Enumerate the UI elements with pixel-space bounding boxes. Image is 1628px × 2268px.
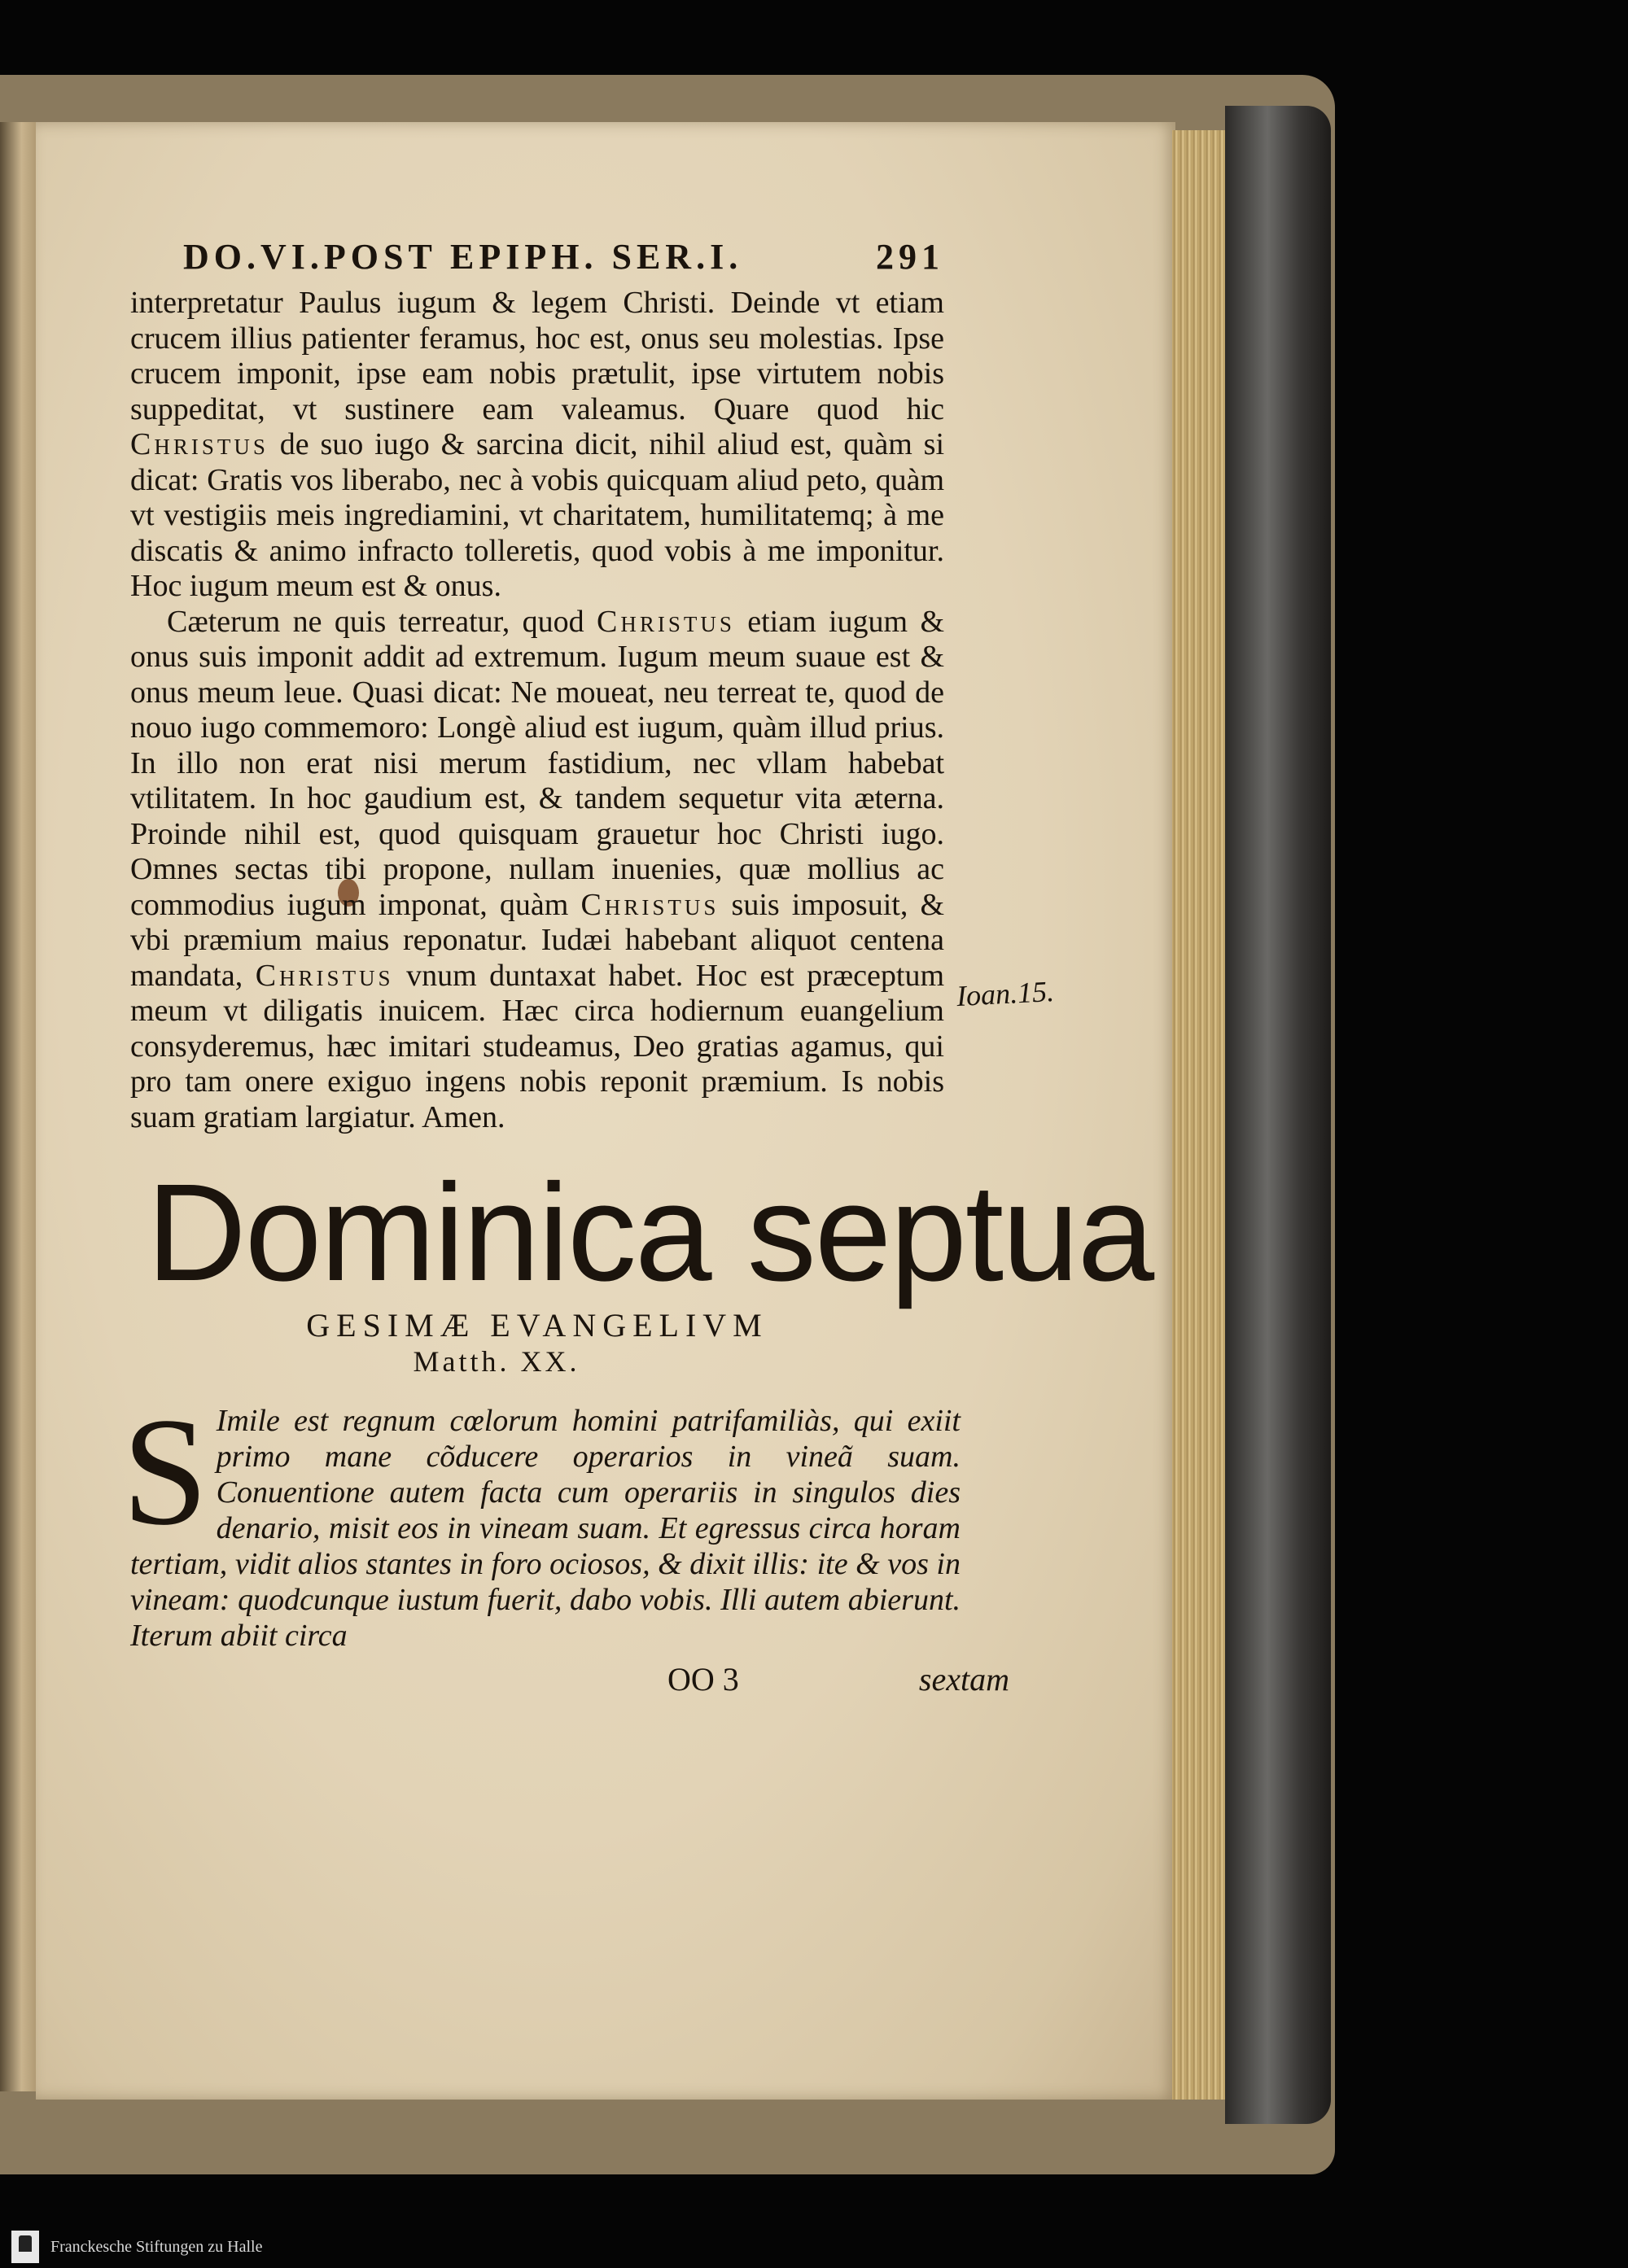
section-subtitle: GESIMÆ EVANGELIVM (306, 1307, 768, 1344)
book-cover-edge (1225, 106, 1331, 2124)
sermon-text: de suo iugo & sarcina dicit, nihil aliud est, quàm si dicat: Gratis vos liberabo, nec à vobis quicquam aliud peto, quàm vt vestigiis meis ingrediamini, vt charitatem, humilitatemq; à me discatis & animo infracto tolleretis, quod vobis à me imponitur. Hoc iugum meum est & onus. (130, 427, 945, 603)
christus-name: Christus (130, 427, 269, 461)
gospel-text: Imile est regnum cœlorum homini patrifamiliàs, qui exiit primo mane cõducere operarios in vineã suam. Conuentione autem facta cum operariis in singulos dies denario, misit eos in vineam suam. Et egressus circa horam tertiam, vidit alios stantes in foro ociosos, & dixit illis: ite & vos in vineam: quodcunque iustum fuerit, dabo vobis. Illi autem abierunt. Iterum abiit circa (130, 1404, 961, 1653)
sermon-text: vnum duntaxat habet. Hoc est præceptum meum vt diligatis inuicem. Hæc circa hodiernum euangelium consyderemus, hæc imitari studeamus, Deo gratias agamus, qui pro tam onere exiguo ingens nobis reponit præmium. Is nobis suam gratiam largiatur. Amen. (130, 958, 945, 1134)
sermon-text: interpretatur Paulus iugum & legem Christi. Deinde vt etiam crucem illius patienter feramus, hoc est, onus seu molestias. Ipse crucem imponit, ipse eam nobis prætulit, ipse virtutem nobis suppeditat, vt sustinere eam valeamus. Quare quod hic (130, 286, 944, 426)
page-number: 291 (876, 237, 944, 277)
page-footer (667, 1660, 1009, 1698)
christus-name: Christus (255, 958, 394, 993)
institution-name: Franckesche Stiftungen zu Halle (50, 2237, 263, 2256)
institution-bar (0, 2226, 1628, 2268)
marginal-note: Ioan.15. (956, 974, 1055, 1013)
institution-logo-icon (11, 2231, 39, 2263)
running-title: DO.VI.POST EPIPH. SER.I. (183, 237, 743, 277)
sermon-text: Cæterum ne quis terreatur, quod (167, 604, 584, 639)
christus-name: Christus (596, 604, 735, 639)
catchword: sextam (918, 1661, 1009, 1698)
signature-mark: OO 3 (667, 1661, 739, 1698)
section-reference: Matth. XX. (413, 1345, 580, 1378)
page-edges (1172, 130, 1229, 2100)
drop-cap: S (122, 1387, 208, 1558)
facing-page-edge (0, 122, 36, 2091)
sermon-paragraph-2 (130, 605, 944, 1136)
christus-name: Christus (580, 887, 720, 922)
gospel-passage (122, 1387, 961, 1654)
sermon-paragraph-1 (130, 286, 944, 605)
running-header (183, 236, 944, 277)
section-title: Dominica septua (147, 1156, 1153, 1310)
sermon-text: suis imposuit, & vbi præmium maius reponatur. Iudæi habebant aliquot centena mandata, (130, 887, 945, 993)
sermon-text: etiam iugum & onus suis imponit addit ad extremum. Iugum meum suaue est & onus meum leue. Quasi dicat: Ne moueat, neu terreat te, quod de nouo iugo commemoro: Longè aliud est iugum, quàm illud prius. In illo non erat nisi merum fastidium, nec vllam habebat vtilitatem. In hoc gaudium est, & tandem sequetur vita æterna. Proinde nihil est, quod quisquam grauetur hoc Christi iugo. Omnes sectas tibi propone, nullam inuenies, quæ mollius ac commodius iugum imponat, quàm (130, 604, 945, 922)
